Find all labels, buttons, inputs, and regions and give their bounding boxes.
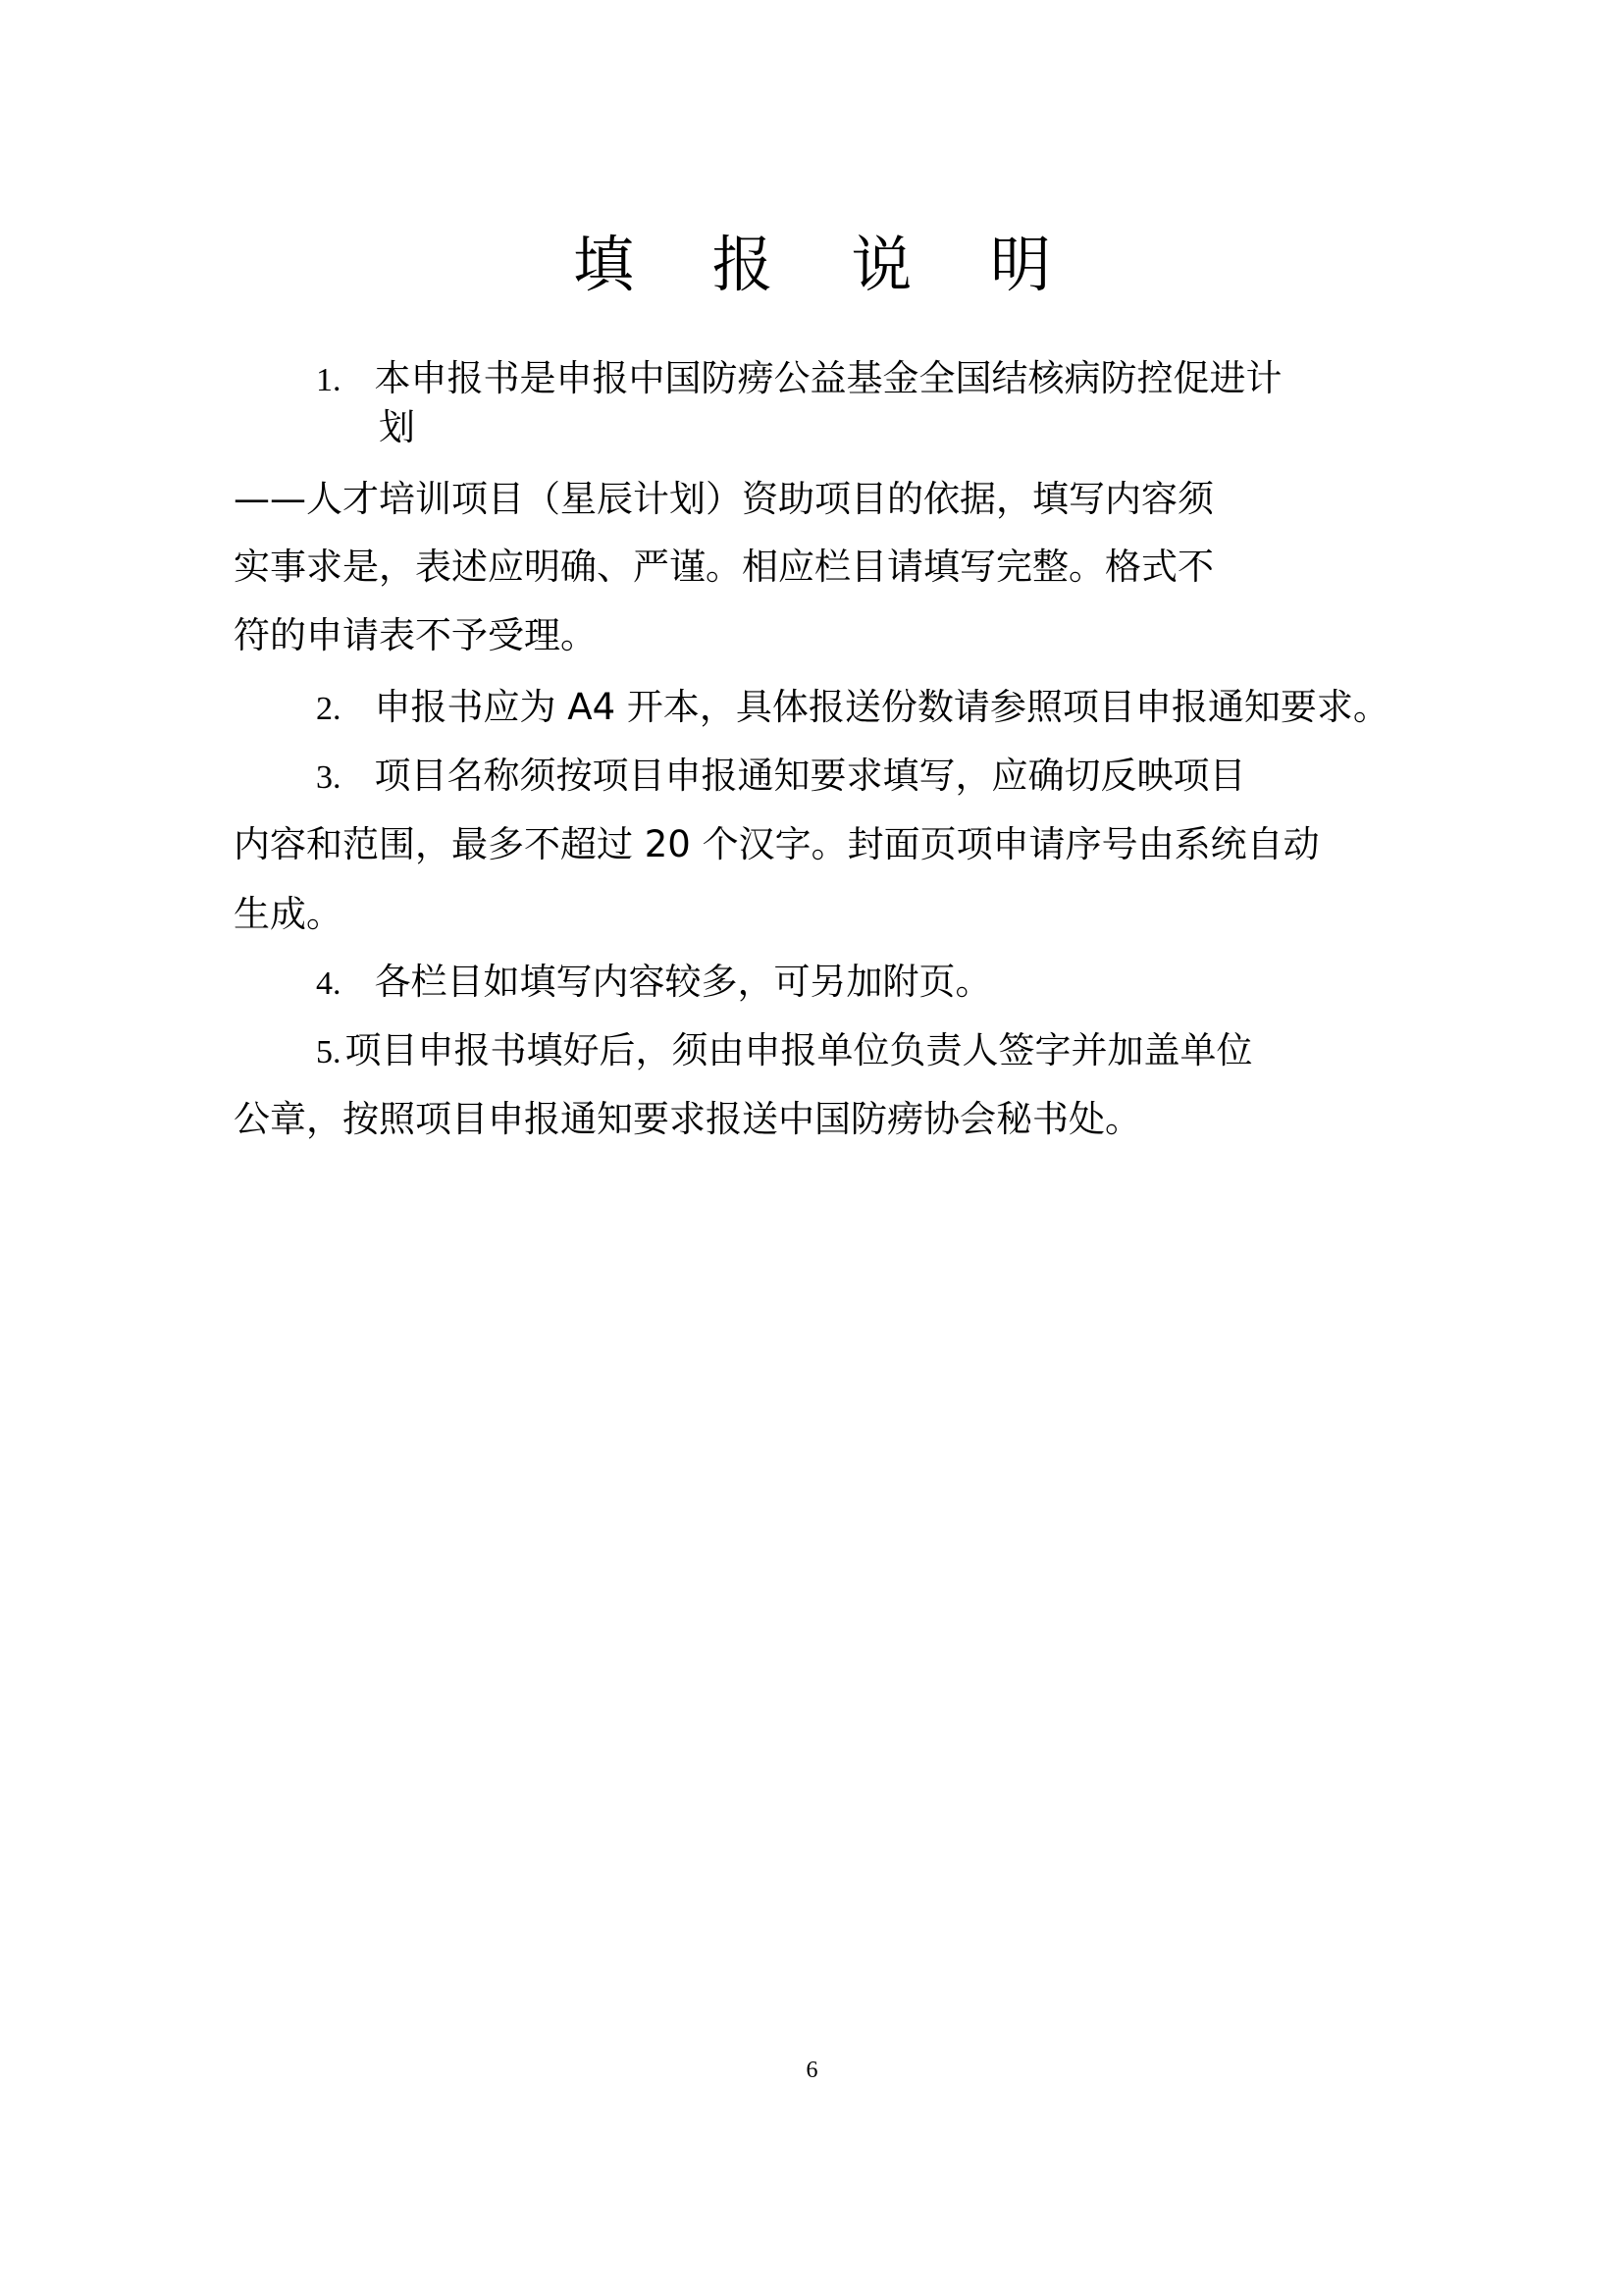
instruction-4-line-1: 各栏目如填写内容较多，可另加附页。	[374, 961, 992, 1003]
page-title: 填 报 说 明	[572, 229, 1081, 300]
instruction-5-first-line	[316, 1027, 1253, 1076]
instruction-5-line-2: 公章，按照项目申报通知要求报送中国防痨协会秘书处。	[234, 1098, 1141, 1140]
instruction-1-number: 1.	[316, 362, 341, 398]
instruction-4-number: 4.	[316, 965, 341, 1002]
instruction-1-line-1: 本申报书是申报中国防痨公益基金全国结核病防控促进计	[374, 357, 1283, 399]
instruction-1-first-line	[316, 355, 1283, 404]
instruction-2-line-1: 申报书应为 A4 开本，具体报送份数请参照项目申报通知要求。	[374, 686, 1389, 728]
instruction-3-line-1: 项目名称须按项目申报通知要求填写，应确切反映项目	[374, 755, 1246, 797]
instruction-5-number: 5.	[316, 1034, 341, 1070]
page-number: 6	[806, 2058, 818, 2083]
instruction-1-line-3: ——人才培训项目（星辰计划）资助项目的依据，填写内容须	[234, 478, 1214, 520]
instruction-3-number: 3.	[316, 759, 341, 796]
instruction-1-line-5: 符的申请表不予受理。	[234, 614, 597, 656]
instruction-2-first-line	[316, 684, 1389, 733]
instruction-2-number: 2.	[316, 691, 341, 727]
instruction-5-line-1: 项目申报书填好后，须由申报单位负责人签字并加盖单位	[344, 1029, 1253, 1071]
instruction-1-line-2: 划	[379, 406, 415, 448]
instruction-1-line-4: 实事求是，表述应明确、严谨。相应栏目请填写完整。格式不	[234, 546, 1214, 588]
instruction-3-first-line	[316, 753, 1246, 802]
instruction-4-first-line	[316, 959, 992, 1008]
instruction-3-line-3: 生成。	[234, 893, 342, 935]
instruction-3-line-2: 内容和范围，最多不超过 20 个汉字。封面页项申请序号由系统自动	[234, 823, 1320, 865]
